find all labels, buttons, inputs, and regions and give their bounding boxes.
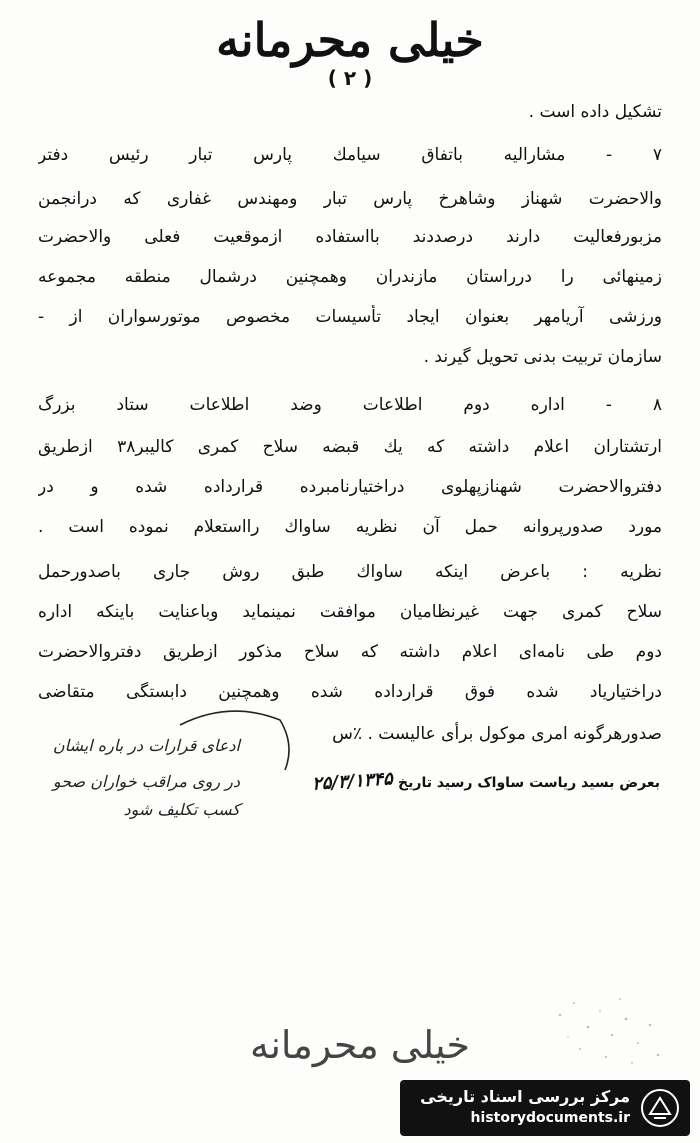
handwritten-note-line: در روی مراقب خواران صحو <box>52 772 240 791</box>
body-line: ۸ - اداره دوم اطلاعات وضد اطلاعات ستاد بزرگ <box>38 395 662 415</box>
body-line: تشکیل داده است . <box>528 102 662 122</box>
handwritten-note-line: کسب تکلیف شود <box>123 800 240 819</box>
body-line: دفتروالاحضرت شهنازپهلوی دراختیارنامبرده قرارداده شده و در <box>38 477 662 497</box>
body-line: ارتشتاران اعلام داشته که یك قبضه سلاح کمری کالیبر۳۸ ازطریق <box>38 437 662 457</box>
page-number: ( ۲ ) <box>327 66 373 90</box>
classification-footer: خیلی محرمانه <box>249 1023 471 1067</box>
watermark-text-fa: مرکز بررسی اسناد تاریخی <box>420 1087 630 1106</box>
classification-header: خیلی محرمانه <box>216 13 484 67</box>
body-line: صدورهرگونه امری موکول برأی عالیست . ٪س <box>332 724 662 744</box>
paper-stain-icon <box>540 985 680 1075</box>
body-line: سلاح کمری جهت غیرنظامیان موافقت نمینماید وباعنایت باینکه اداره <box>38 602 662 622</box>
body-line: دراختیاریاد شده فوق قرارداده شده وهمچنین دابستگی متقاضی <box>38 682 662 702</box>
handwritten-bracket-icon <box>170 705 310 775</box>
body-line: زمینهائی را درراستان مازندران وهمچنین درشمال منطقه مجموعه <box>38 267 662 287</box>
body-line: مورد صدورپروانه حمل آن نظریه ساواك رااستعلام نموده است . <box>38 517 662 537</box>
watermark-text-en: historydocuments.ir <box>470 1110 630 1126</box>
body-line: سازمان تربیت بدنی تحویل گیرند . <box>423 347 662 367</box>
handwritten-note-line: ادعای قرارات در باره ایشان <box>52 736 240 755</box>
body-line: والاحضرت شهناز وشاهرخ پارس تبار ومهندس غفاری که درانجمن <box>38 189 662 209</box>
stamp-line <box>20 768 660 795</box>
body-line: ورزشی آریامهر بعنوان ایجاد تأسیسات مخصوص موتورسواران از - <box>38 307 662 327</box>
stamp-date: ۲۵/۳/۱۳۴۵ <box>311 768 394 795</box>
handwritten-annotation <box>20 735 400 855</box>
watermark-text <box>410 1086 630 1128</box>
body-line: مزبورفعالیت دارند درصددند بااستفاده ازموقعیت فعلی والاحضرت <box>38 227 662 247</box>
watermark-logo-icon <box>640 1088 680 1128</box>
watermark-banner <box>400 1080 690 1136</box>
stamp-text: بعرض بسید ریاست ساواک رسید تاریخ <box>398 775 660 791</box>
body-line: نظریه : باعرض اینکه ساواك طبق روش جاری باصدورحمل <box>38 562 662 582</box>
body-line: دوم طی نامه‌ای اعلام داشته که سلاح مذکور ازطریق دفتروالاحضرت <box>38 642 662 662</box>
body-line: ۷ - مشارالیه باتفاق سیامك پارس تبار رئیس دفتر <box>38 145 662 165</box>
